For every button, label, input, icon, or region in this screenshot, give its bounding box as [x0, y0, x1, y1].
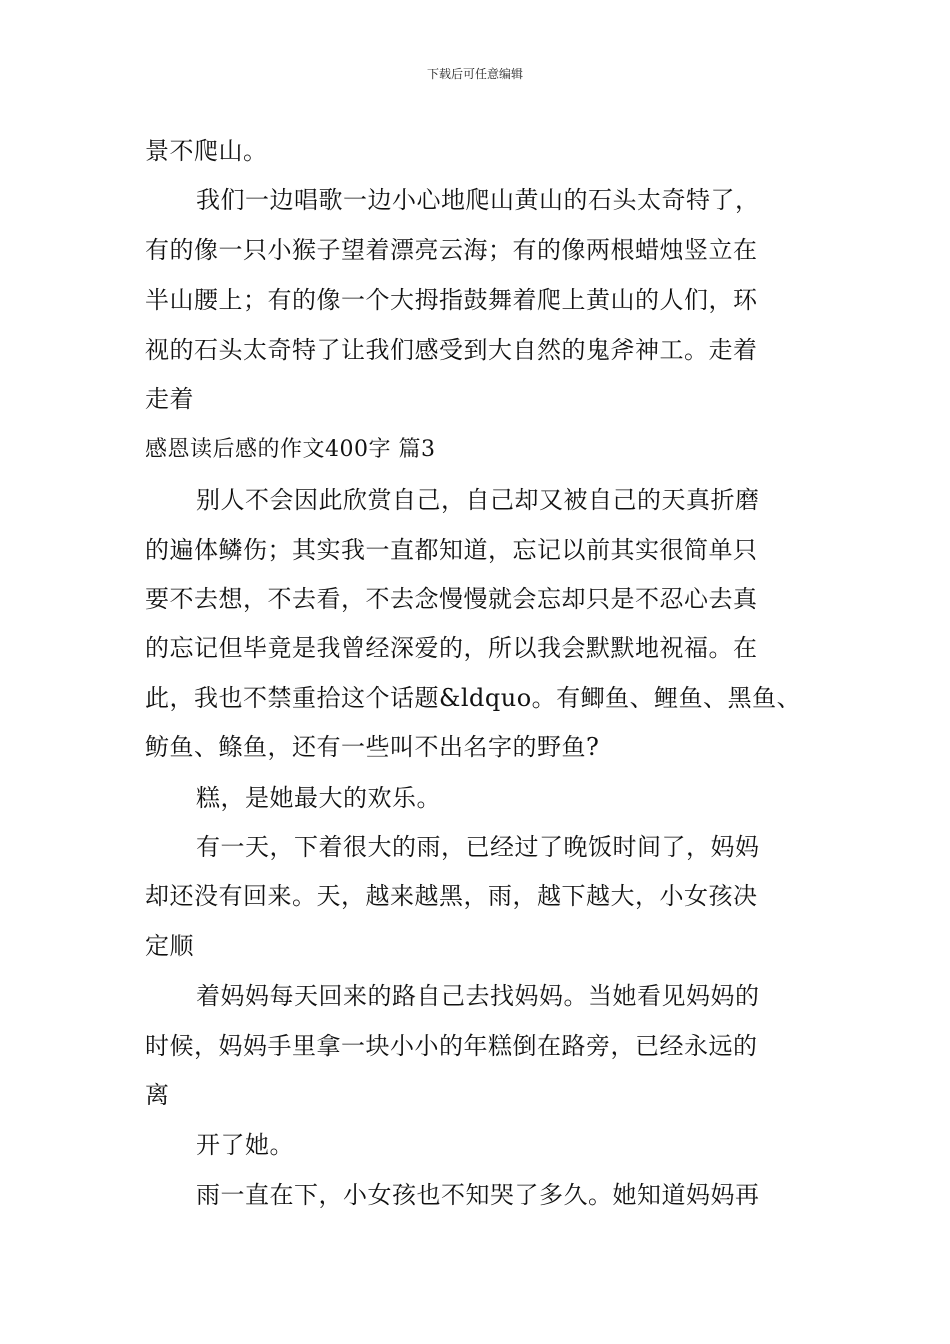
paragraph-line: 开了她。: [196, 1131, 294, 1159]
paragraph-line: 的遍体鳞伤；其实我一直都知道，忘记以前其实很简单只: [145, 536, 758, 564]
page-header: 下载后可任意编辑: [426, 67, 523, 81]
paragraph-line: 此，我也不禁重拾这个话题&ldquo。有鲫鱼、鲤鱼、黑鱼、: [145, 684, 802, 712]
paragraph-line: 却还没有回来。天，越来越黑，雨，越下越大，小女孩决: [145, 882, 758, 910]
paragraph-line: 要不去想，不去看，不去念慢慢就会忘却只是不忍心去真: [145, 585, 758, 613]
paragraph-line: 雨一直在下，小女孩也不知哭了多久。她知道妈妈再: [196, 1181, 760, 1209]
paragraph-line: 鲂鱼、鲦鱼，还有一些叫不出名字的野鱼?: [145, 733, 600, 761]
paragraph-line: 有一天，下着很大的雨，已经过了晚饭时间了，妈妈: [196, 833, 760, 861]
paragraph-line: 别人不会因此欣赏自己，自己却又被自己的天真折磨: [196, 486, 760, 514]
paragraph-line: 着妈妈每天回来的路自己去找妈妈。当她看见妈妈的: [196, 982, 760, 1010]
paragraph-line: 视的石头太奇特了让我们感受到大自然的鬼斧神工。走着: [145, 336, 758, 364]
paragraph-line: 的忘记但毕竟是我曾经深爱的，所以我会默默地祝福。在: [145, 634, 758, 662]
paragraph-line: 半山腰上；有的像一个大拇指鼓舞着爬上黄山的人们，环: [145, 286, 758, 314]
paragraph-line: 景不爬山。: [145, 137, 268, 165]
section-heading: 感恩读后感的作文400字 篇3: [145, 437, 436, 462]
paragraph-line: 走着: [145, 385, 194, 413]
paragraph-line: 糕，是她最大的欢乐。: [196, 784, 441, 812]
paragraph-line: 我们一边唱歌一边小心地爬山黄山的石头太奇特了，: [196, 186, 760, 214]
paragraph-line: 有的像一只小猴子望着漂亮云海；有的像两根蜡烛竖立在: [145, 236, 758, 264]
paragraph-line: 时候，妈妈手里拿一块小小的年糕倒在路旁，已经永远的: [145, 1032, 758, 1060]
paragraph-line: 定顺: [145, 932, 194, 960]
paragraph-line: 离: [145, 1081, 170, 1109]
